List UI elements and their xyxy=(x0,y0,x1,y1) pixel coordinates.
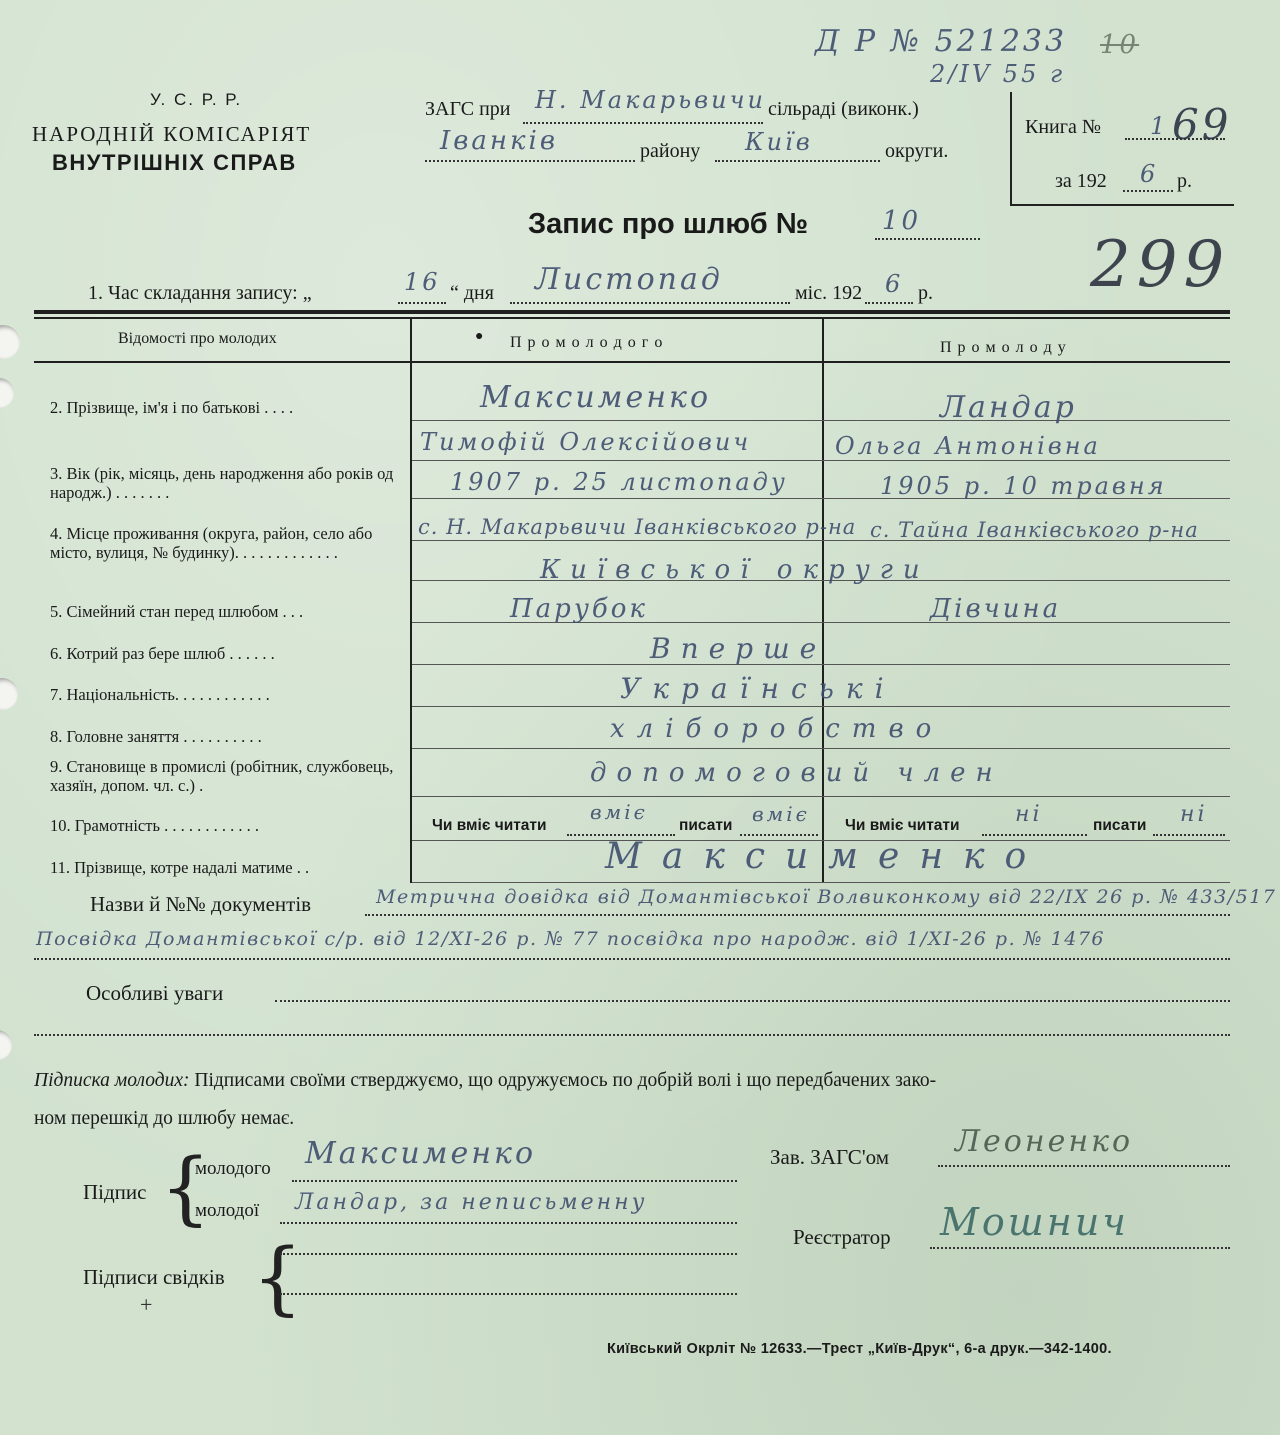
record-day-suffix: “ дня xyxy=(450,282,494,304)
row-rule xyxy=(412,706,1230,707)
declaration-text-line-1 xyxy=(34,1070,936,1092)
bride-birth: 1905 р. 10 травня xyxy=(880,472,1167,500)
row-label-future-surname: 11. Прізвище, котре надалі матиме . . xyxy=(50,858,310,877)
witness-line-2 xyxy=(280,1293,737,1295)
bride-write-value: ні xyxy=(1180,802,1208,827)
bride-signature: Ландар, за неписьменну xyxy=(295,1190,648,1215)
record-number-line xyxy=(875,238,980,240)
archive-date-mark: 2/IV 55 г xyxy=(930,60,1066,88)
witness-brace: { xyxy=(252,1231,303,1324)
declaration-lead: Підписка молодих: xyxy=(34,1070,190,1091)
row-label-occupation: 8. Головне заняття . . . . . . . . . . xyxy=(50,727,262,746)
documents-entry-1: Метрична довідка від Домантівської Волвиконкому від 22/IX 26 р. № 433/517 xyxy=(376,886,1277,908)
row-label-status-text: 9. Становище в промислі (робітник, службовець, хазяїн, допом. чл. с.) . xyxy=(50,757,394,795)
record-month-suffix: міс. 192 xyxy=(795,282,863,304)
table-col-divider-2 xyxy=(822,317,824,883)
record-month: Листопад xyxy=(535,262,723,297)
bride-sign-line xyxy=(280,1222,737,1224)
bride-residence: с. Тайна Іванківського р-на xyxy=(870,518,1199,542)
groom-read-value: вміє xyxy=(590,800,648,824)
zags-prefix: ЗАГС при xyxy=(425,98,511,120)
documents-line-1 xyxy=(365,914,1230,916)
row-label-literacy: 10. Грамотність . . . . . . . . . . . . xyxy=(50,816,259,835)
book-number: 1 xyxy=(1150,112,1169,140)
marriage-count: Вперше xyxy=(650,632,827,665)
bride-read-value: ні xyxy=(1015,802,1043,827)
zags-suffix: сільраді (виконк.) xyxy=(768,98,919,120)
zags-head-line xyxy=(938,1165,1230,1167)
book-year-line xyxy=(1123,190,1173,192)
groom-read-label: Чи вміє читати xyxy=(432,817,547,834)
table-col-info: Відомості про молодих xyxy=(118,330,277,347)
groom-sign-label: молодого xyxy=(195,1158,271,1179)
record-year-digit: 6 xyxy=(885,270,904,298)
okruha-value: Київ xyxy=(745,128,813,156)
occupation: хліборобство xyxy=(610,714,944,744)
bride-read-label: Чи вміє читати xyxy=(845,817,960,834)
book-year-digit: 6 xyxy=(1140,160,1159,188)
book-year-label: за 192 xyxy=(1055,170,1107,192)
table-col-groom-bullet: ● xyxy=(475,329,484,344)
margin-mark: + xyxy=(140,1292,153,1317)
record-title: Запис про шлюб № xyxy=(528,208,809,240)
documents-line-2 xyxy=(34,958,1230,960)
remarks-line-2 xyxy=(34,1034,1230,1036)
table-header-rule xyxy=(34,361,1230,363)
row-label-status xyxy=(50,757,402,795)
signature-brace: { xyxy=(160,1141,211,1234)
groom-residence: с. Н. Макарьвичи Іванківського р-на xyxy=(418,515,857,539)
witness-line-1 xyxy=(280,1253,737,1255)
documents-label: Назви й №№ документів xyxy=(90,892,312,916)
record-time-label: 1. Час складання запису: „ xyxy=(88,282,312,304)
row-rule xyxy=(412,748,1230,749)
witness-label: Підписи свідків xyxy=(83,1265,225,1289)
groom-birth: 1907 р. 25 листопаду xyxy=(450,468,788,496)
row-label-times: 6. Котрий раз бере шлюб . . . . . . xyxy=(50,644,275,663)
registrar-signature: Мошнич xyxy=(940,1200,1129,1244)
district-line xyxy=(425,160,635,162)
record-number: 10 xyxy=(882,206,922,236)
zags-head-label: Зав. ЗАГС'ом xyxy=(770,1145,889,1169)
row-label-marital: 5. Сімейний стан перед шлюбом . . . xyxy=(50,602,304,621)
okruha-line xyxy=(715,160,880,162)
bride-sign-label: молодої xyxy=(195,1200,260,1221)
future-surname: Максименко xyxy=(605,836,1047,877)
groom-sign-line xyxy=(292,1180,737,1182)
archive-number-mark: Д Р № 521233 xyxy=(815,24,1068,59)
row-label-age xyxy=(50,464,400,502)
table-col-bride: П р о м о л о д у xyxy=(940,339,1067,356)
okruha-label: округи. xyxy=(885,140,949,162)
record-month-line xyxy=(510,302,790,304)
signature-label: Підпис xyxy=(83,1180,147,1204)
republic-abbrev: У. С. Р. Р. xyxy=(150,90,243,109)
row-label-age-text: 3. Вік (рік, місяць, день народження або років од народж.) . . . . . . . xyxy=(50,464,394,502)
zags-selrada-line xyxy=(523,122,763,124)
row-rule xyxy=(412,796,1230,797)
zags-selrada-value: Н. Макарьвичи xyxy=(535,86,766,114)
groom-given-names: Тимофій Олексійович xyxy=(420,428,752,456)
table-col-divider-1 xyxy=(410,317,412,883)
commissariat-title: НАРОДНІЙ КОМІСАРІЯТ xyxy=(32,122,312,146)
groom-marital-status: Парубок xyxy=(510,594,648,624)
record-day-line xyxy=(398,302,446,304)
row-rule xyxy=(412,420,1230,421)
bride-write-label: писати xyxy=(1093,817,1147,834)
groom-surname: Максименко xyxy=(480,380,712,415)
registrar-line xyxy=(930,1247,1230,1249)
printing-imprint: Київський Окрліт № 12633.—Трест „Київ-Друк“, 6-а друк.—342-1400. xyxy=(607,1341,1112,1357)
record-day: 16 xyxy=(404,268,441,296)
book-year-suffix: р. xyxy=(1177,170,1192,192)
district-value: Іванків xyxy=(440,126,559,156)
punch-hole xyxy=(0,1030,12,1060)
groom-write-label: писати xyxy=(679,817,733,834)
residence-okruha: Київської округи xyxy=(540,555,930,585)
punch-hole xyxy=(0,378,14,408)
declaration-text-line-2: ном перешкід до шлюбу немає. xyxy=(34,1108,295,1129)
declaration-body: Підписами своїми стверджуємо, що одружуємось по добрій волі і що передбачених зако- xyxy=(194,1070,937,1091)
groom-write-value: вміє xyxy=(752,802,810,826)
row-label-residence xyxy=(50,524,402,562)
documents-entry-2: Посвідка Домантівської с/р. від 12/XI-26 р. № 77 посвідка про народж. від 1/XI-26 р. № 1476 xyxy=(36,928,1106,950)
bride-marital-status: Дівчина xyxy=(930,594,1062,624)
row-label-residence-text: 4. Місце проживання (округа, район, село або місто, вулиця, № будинку). . . . . . . . . . . . . xyxy=(50,524,373,562)
bride-given-names: Ольга Антонівна xyxy=(835,432,1101,460)
remarks-label: Особливі уваги xyxy=(86,981,224,1005)
ministry-title: ВНУТРІШНІХ СПРАВ xyxy=(52,150,297,175)
table-top-rule-thick xyxy=(34,310,1230,314)
row-label-nationality: 7. Національність. . . . . . . . . . . . xyxy=(50,685,270,704)
row-rule xyxy=(412,460,1230,461)
row-rule xyxy=(412,882,1230,883)
district-label: району xyxy=(640,140,701,162)
large-number-mark: 299 xyxy=(1090,228,1231,302)
groom-signature: Максименко xyxy=(305,1136,537,1171)
nationality: Українські xyxy=(620,672,896,705)
book-number-overwrite: 69 xyxy=(1172,100,1232,149)
row-label-name: 2. Прізвище, ім'я і по батькові . . . . xyxy=(50,398,294,417)
bride-write-line xyxy=(1153,834,1225,836)
remarks-line-1 xyxy=(275,1000,1230,1002)
punch-hole xyxy=(0,678,18,710)
registrar-label: Реєстратор xyxy=(793,1225,891,1249)
crossed-number-mark: 10 xyxy=(1100,30,1140,60)
record-year-line xyxy=(865,302,913,304)
bride-surname: Ландар xyxy=(940,390,1077,425)
punch-hole xyxy=(0,325,20,359)
industry-status: допомоговий член xyxy=(590,758,1003,788)
record-year-suffix: р. xyxy=(918,282,933,304)
table-top-rule-thin xyxy=(34,317,1230,319)
book-label: Книга № xyxy=(1025,116,1101,138)
table-col-groom: П р о м о л о д о г о xyxy=(510,334,664,351)
zags-head-signature: Леоненко xyxy=(955,1124,1134,1159)
